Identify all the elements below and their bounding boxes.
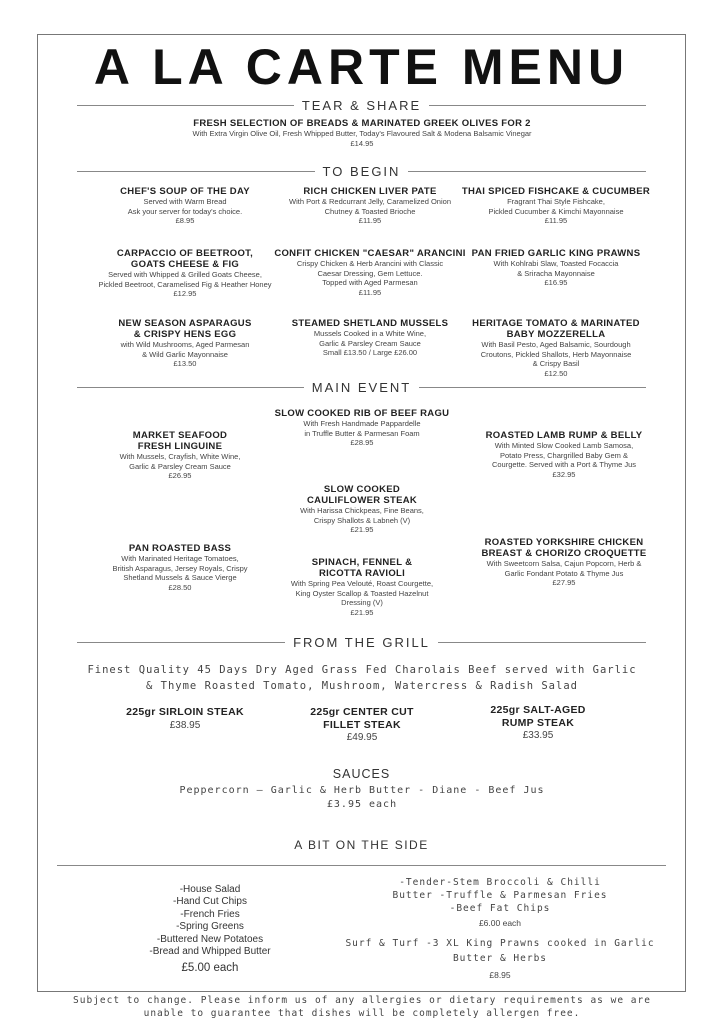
dish-price: £28.95: [350, 438, 374, 448]
section-heading: FROM THE GRILL: [285, 635, 438, 650]
dish-price: £12.50: [544, 368, 568, 378]
dish-desc: & Wild Garlic Mayonnaise: [142, 349, 228, 359]
dish-desc: Topped with Aged Parmesan: [322, 278, 418, 288]
side-item: -French Fries: [180, 908, 240, 920]
starter-item: [80, 318, 290, 369]
starter-item: [270, 248, 470, 297]
section-side: A BIT ON THE SIDE: [294, 838, 429, 852]
dish-name: ROASTED YORKSHIRE CHICKEN: [484, 537, 644, 548]
sauces-price: £3.95 each: [326, 799, 398, 810]
dish-name: SPINACH, FENNEL &: [311, 557, 413, 568]
dish-desc: With Harissa Chickpeas, Fine Beans,: [300, 506, 424, 515]
dish-name: 225gr SIRLOIN STEAK: [126, 706, 244, 718]
dish-desc: With Spring Pea Velouté, Roast Courgette,: [290, 579, 434, 588]
side-item: -Tender-Stem Broccoli & Chilli: [399, 877, 601, 888]
dish-name: 225gr SALT-AGED: [490, 704, 586, 716]
dish-price: £13.50: [173, 359, 197, 369]
dish-desc: with Wild Mushrooms, Aged Parmesan: [120, 340, 250, 349]
dish-name: 225gr CENTER CUT: [310, 706, 414, 718]
dish-name: CAULIFLOWER STEAK: [306, 495, 418, 506]
dish-price: £21.95: [350, 607, 374, 617]
dish-desc: Shetland Mussels & Sauce Vierge: [123, 573, 237, 583]
dish-price: £11.95: [358, 287, 382, 297]
dish-price: £28.50: [168, 582, 192, 592]
dish-name: PAN ROASTED BASS: [128, 543, 232, 554]
dish-desc: With Sweetcorn Salsa, Cajun Popcorn, Herb &: [486, 559, 642, 568]
surf-line: Butter & Herbs: [452, 953, 548, 964]
grill-intro-line: & Thyme Roasted Tomato, Mushroom, Watercress & Radish Salad: [146, 680, 578, 692]
starter-item: [458, 248, 654, 288]
dish-desc: Garlic & Parsley Cream Sauce: [319, 338, 421, 348]
main-item: [78, 543, 282, 592]
dish-name: NEW SEASON ASPARAGUS: [118, 318, 252, 329]
dish-desc: With Port & Redcurrant Jelly, Caramelized Onion: [288, 197, 451, 206]
starter-item: [458, 318, 654, 378]
dish-price: £32.95: [552, 469, 576, 479]
dish-price: £12.95: [173, 289, 197, 299]
main-item: [466, 537, 662, 588]
steak-item: [282, 706, 442, 744]
section-heading: MAIN EVENT: [304, 380, 419, 395]
dish-price: £21.95: [350, 525, 374, 535]
dish-desc: Pickled Beetroot, Caramelised Fig & Heather Honey: [98, 279, 272, 289]
dish-name: CARPACCIO OF BEETROOT,: [116, 248, 254, 259]
dish-desc: King Oyster Scallop & Toasted Hazelnut: [295, 588, 429, 598]
dish-name: FRESH SELECTION OF BREADS & MARINATED GREEK OLIVES FOR 2: [193, 118, 531, 129]
dish-desc: Croutons, Pickled Shallots, Herb Mayonnaise: [480, 349, 632, 359]
dish-desc: Crispy Chicken & Herb Arancini with Classic: [296, 259, 444, 268]
dish-desc: Ask your server for today's choice.: [127, 206, 243, 216]
dish-name: RICH CHICKEN LIVER PATE: [303, 186, 437, 197]
section-heading: TO BEGIN: [315, 164, 409, 179]
grill-intro: [60, 662, 664, 694]
dish-name: RUMP STEAK: [501, 716, 575, 729]
dish-price: £49.95: [346, 732, 378, 743]
dish-desc: Mussels Cooked in a White Wine,: [313, 329, 427, 338]
dish-desc: Crispy Shallots & Labneh (V): [313, 515, 411, 525]
side-item: -Hand Cut Chips: [173, 896, 247, 908]
dish-name: FILLET STEAK: [323, 718, 401, 731]
dish-desc: With Mussels, Crayfish, White Wine,: [119, 452, 241, 461]
dish-name: THAI SPICED FISHCAKE & CUCUMBER: [461, 186, 651, 197]
dish-desc: Courgette. Served with a Port & Thyme Jus: [491, 460, 637, 470]
main-item: [262, 408, 462, 448]
section-heading: TEAR & SHARE: [294, 98, 429, 113]
dish-name: CHEF'S SOUP OF THE DAY: [120, 186, 250, 197]
section-sauces: SAUCES: [332, 767, 391, 781]
dish-name: CONFIT CHICKEN "CAESAR" ARANCINI: [274, 248, 466, 259]
dish-name: BABY MOZZERELLA: [506, 329, 606, 340]
starter-item: [80, 248, 290, 299]
dish-price: £14.95: [350, 138, 374, 148]
dish-desc: Chutney & Toasted Brioche: [324, 206, 416, 216]
dish-desc: Small £13.50 / Large £26.00: [322, 348, 418, 358]
dish-name: MARKET SEAFOOD: [132, 430, 228, 441]
dish-name: & CRISPY HENS EGG: [133, 329, 237, 340]
steak-item: [105, 706, 265, 732]
sides-left: [110, 884, 310, 975]
side-item: Butter -Truffle & Parmesan Fries: [392, 890, 608, 901]
dish-name: PAN FRIED GARLIC KING PRAWNS: [471, 248, 641, 259]
starter-item: [458, 186, 654, 226]
dish-price: £11.95: [544, 216, 568, 226]
side-item: -Beef Fat Chips: [449, 903, 551, 914]
dish-desc: & Sriracha Mayonnaise: [517, 268, 595, 278]
dish-desc: in Truffle Butter & Parmesan Foam: [304, 428, 420, 438]
surf-price: £8.95: [489, 970, 511, 980]
dish-price: £33.95: [522, 730, 554, 741]
section-tear-share: [37, 97, 686, 115]
dish-desc: Served with Whipped & Grilled Goats Cheese,: [108, 270, 262, 279]
dish-desc: With Kohlrabi Slaw, Toasted Focaccia: [493, 259, 619, 268]
side-item: -Bread and Whipped Butter: [149, 946, 271, 958]
main-item: [262, 557, 462, 617]
dish-desc: Fragrant Thai Style Fishcake,: [507, 197, 605, 206]
dish-desc: Garlic & Parsley Cream Sauce: [129, 461, 231, 471]
dish-desc: & Crispy Basil: [532, 359, 580, 369]
dish-name: ROASTED LAMB RUMP & BELLY: [485, 430, 643, 441]
main-item: [262, 484, 462, 535]
dish-desc: Served with Warm Bread: [143, 197, 227, 206]
steak-item: [458, 704, 618, 742]
dish-name: FRESH LINGUINE: [137, 441, 223, 452]
dish-desc: With Extra Virgin Olive Oil, Fresh Whipped Butter, Today's Flavoured Salt & Modena Balsamic Vinegar: [192, 129, 532, 138]
side-price: £5.00 each: [181, 962, 239, 975]
footer-line: Subject to change. Please inform us of any allergies or dietary requirements as we are: [73, 995, 651, 1006]
dish-desc: Garlic Fondant Potato & Thyme Jus: [504, 568, 624, 578]
dish-desc: With Marinated Heritage Tomatoes,: [121, 554, 239, 563]
side-price: £6.00 each: [478, 918, 522, 928]
dish-desc: With Fresh Handmade Pappardelle: [303, 419, 421, 428]
surf-turf: [340, 936, 660, 983]
dish-desc: British Asparagus, Jersey Royals, Crispy: [112, 563, 248, 573]
footer-line: unable to guarantee that dishes will be completely allergen free.: [143, 1008, 581, 1019]
starter-item: [80, 186, 290, 226]
dish-desc: Pickled Cucumber & Kimchi Mayonnaise: [488, 206, 624, 216]
dish-price: £26.95: [168, 471, 192, 481]
menu-title: A LA CARTE MENU: [93, 39, 630, 95]
dish-price: £8.95: [175, 216, 195, 226]
dish-name: RICOTTA RAVIOLI: [318, 568, 406, 579]
tear-share-item: [100, 118, 624, 148]
sauces-list: Peppercorn – Garlic & Herb Butter - Diane - Beef Jus: [179, 785, 545, 796]
dish-desc: Caesar Dressing, Gem Lettuce.: [317, 268, 423, 278]
dish-desc: With Basil Pesto, Aged Balsamic, Sourdough: [481, 340, 631, 349]
section-to-begin: [37, 163, 686, 181]
surf-line: Surf & Turf -3 XL King Prawns cooked in Garlic: [345, 938, 655, 949]
dish-name: GOATS CHEESE & FIG: [130, 259, 240, 270]
starter-item: [270, 318, 470, 358]
dish-price: £38.95: [169, 719, 201, 731]
section-main-event: [37, 379, 686, 397]
main-item: [466, 430, 662, 479]
starter-item: [270, 186, 470, 226]
dish-name: HERITAGE TOMATO & MARINATED: [472, 318, 640, 329]
side-item: -Buttered New Potatoes: [156, 933, 264, 945]
dish-name: SLOW COOKED RIB OF BEEF RAGU: [274, 408, 450, 419]
dish-price: £27.95: [552, 578, 576, 588]
dish-desc: Dressing (V): [341, 598, 383, 608]
side-item: -Spring Greens: [176, 921, 244, 933]
dish-desc: With Minted Slow Cooked Lamb Samosa,: [494, 441, 634, 450]
allergen-footer: [20, 994, 704, 1020]
dish-name: SLOW COOKED: [323, 484, 401, 495]
side-item: -House Salad: [179, 884, 241, 895]
dish-price: £16.95: [544, 278, 568, 288]
sides-right: [340, 876, 660, 930]
dish-desc: Potato Press, Chargrilled Baby Gem &: [500, 450, 628, 460]
divider: [57, 865, 666, 866]
main-item: [78, 430, 282, 481]
dish-name: STEAMED SHETLAND MUSSELS: [291, 318, 449, 329]
dish-name: BREAST & CHORIZO CROQUETTE: [481, 548, 647, 559]
grill-intro-line: Finest Quality 45 Days Dry Aged Grass Fed Charolais Beef served with Garlic: [87, 664, 637, 676]
dish-price: £11.95: [358, 216, 382, 226]
section-from-grill: [37, 634, 686, 652]
